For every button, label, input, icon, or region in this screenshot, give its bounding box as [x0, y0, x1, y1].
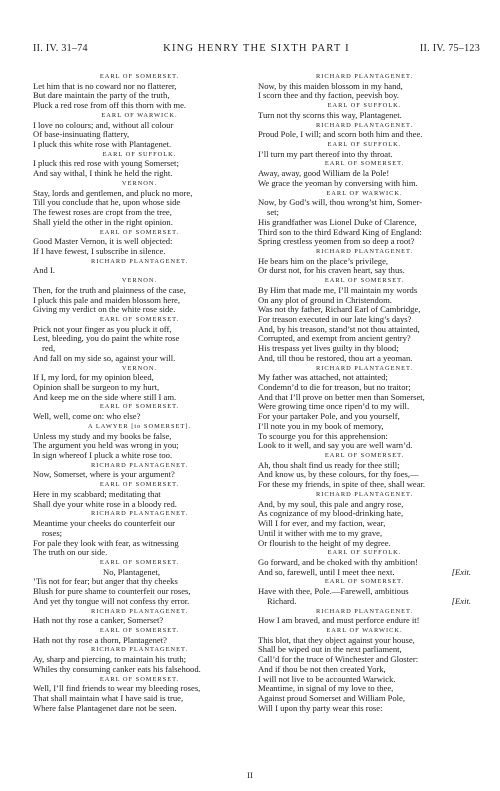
verse-line: Blush for pure shame to counterfeit our roses,	[33, 586, 191, 597]
verse-line: roses;	[42, 527, 63, 538]
verse-line: My father was attached, not attainted;	[258, 372, 388, 383]
stage-direction: [Exit.	[451, 566, 471, 577]
speaker-name: RICHARD PLANTAGENET.	[315, 607, 414, 615]
speaker-name: EARL OF SOMERSET.	[99, 675, 180, 683]
speaker-name: RICHARD PLANTAGENET.	[315, 490, 414, 498]
verse-line-with-stage-direction	[258, 597, 471, 607]
verse-line: And that I’ll prove on better men than Somerset,	[258, 391, 425, 402]
verse-line: How I am braved, and must perforce endure it!	[258, 615, 420, 626]
stage-direction: [Exit.	[451, 595, 471, 606]
verse-line: Shall dye your white rose in a bloody red.	[33, 498, 177, 509]
page-number: II	[247, 770, 253, 780]
verse-line: I’ll turn my part thereof into thy throat.	[258, 148, 393, 159]
verse-line: Giving my verdict on the white rose side.	[33, 304, 176, 315]
verse-line: Look to it well, and say you are well warn’d.	[258, 440, 413, 451]
verse-line: Were growing time once ripen’d to my will.	[258, 401, 410, 412]
verse-line: Ah, thou shalt find us ready for thee still;	[258, 459, 400, 470]
right-text-column	[258, 72, 471, 713]
verse-line: Here in my scabbard; meditating that	[33, 488, 161, 499]
verse-line: Well, I’ll find friends to wear my bleeding roses,	[33, 683, 201, 694]
verse-line: I scorn thee and thy faction, peevish boy.	[258, 90, 399, 101]
verse-line: And yet thy tongue will not confess thy error.	[33, 595, 190, 606]
verse-line: Whiles thy consuming canker eats his falsehood.	[33, 663, 201, 674]
verse-line: We grace the yeoman by conversing with him.	[258, 177, 418, 188]
verse-line: Third son to the third Edward King of England:	[258, 226, 422, 237]
verse-line: Ay, sharp and piercing, to maintain his truth;	[33, 654, 187, 665]
verse-line: Spring crestless yeomen from so deep a root?	[258, 236, 415, 247]
speaker-name: EARL OF SOMERSET.	[99, 626, 180, 634]
verse-line: And say withal, I think he held the right.	[33, 168, 173, 179]
verse-text: And so, farewell, until I meet thee next.	[258, 566, 395, 577]
verse-line: The argument you held was wrong in you;	[33, 440, 179, 451]
verse-line: Call’d for the truce of Winchester and Gloster:	[258, 654, 419, 665]
verse-line: Condemn’d to die for treason, but no traitor;	[258, 382, 411, 392]
verse-line: In sign whereof I pluck a white rose too.	[33, 450, 173, 461]
speaker-name: EARL OF SOMERSET.	[99, 228, 180, 236]
verse-line: He bears him on the place’s privilege,	[258, 255, 389, 266]
verse-line: For your partaker Pole, and you yourself,	[258, 411, 400, 422]
verse-line: Well, well, come on: who else?	[33, 411, 141, 422]
verse-line: Against proud Somerset and William Pole,	[258, 693, 406, 703]
verse-line: And fall on my side so, against your will.	[33, 352, 176, 363]
verse-line: red,	[42, 343, 56, 354]
verse-line: Now, by God’s will, thou wrong’st him, Somer-	[258, 197, 422, 208]
speaker-name: EARL OF SUFFOLK.	[327, 141, 402, 149]
verse-line: I love no colours; and, without all colour	[33, 119, 174, 130]
verse-line: For pale they look with fear, as witnessing	[33, 537, 179, 548]
verse-line: Good Master Vernon, it is well objected:	[33, 236, 173, 247]
speaker-name: RICHARD PLANTAGENET.	[315, 73, 414, 80]
verse-line: But dare maintain the party of the truth,	[33, 90, 170, 101]
verse-line: By Him that made me, I’ll maintain my words	[258, 284, 418, 295]
speaker-name: EARL OF SOMERSET.	[324, 160, 405, 168]
speaker-name: RICHARD PLANTAGENET.	[315, 364, 414, 372]
left-text-column	[33, 72, 246, 713]
speaker-name: EARL OF SOMERSET.	[99, 481, 180, 489]
verse-line: Meantime your cheeks do counterfeit our	[33, 518, 175, 529]
speaker-name: EARL OF WARWICK.	[101, 111, 178, 119]
verse-text: Richard.	[267, 595, 297, 606]
verse-line: That shall maintain what I have said is true,	[33, 693, 184, 703]
verse-line: Now, by this maiden blossom in my hand,	[258, 80, 403, 91]
verse-line: On any plot of ground in Christendom.	[258, 294, 392, 305]
verse-line: Will I upon thy party wear this rose:	[258, 702, 383, 713]
verse-line: Proud Pole, I will; and scorn both him and thee.	[258, 129, 423, 140]
verse-line: For treason executed in our late king’s days?	[258, 313, 412, 324]
verse-line: Stay, lords and gentlemen, and pluck no more,	[33, 187, 193, 198]
speaker-name: RICHARD PLANTAGENET.	[90, 646, 189, 654]
speaker-name: EARL OF SUFFOLK.	[327, 549, 402, 557]
verse-line: As cognizance of my blood-drinking hate,	[258, 508, 404, 519]
verse-line: And if thou be not then created York,	[258, 663, 386, 674]
verse-line: Corrupted, and exempt from ancient gentry?	[258, 333, 411, 344]
verse-line: And, by his treason, stand’st not thou attainted,	[258, 323, 420, 334]
verse-line: Shall yield the other in the right opinion.	[33, 216, 173, 227]
verse-line: Opinion shall be surgeon to my hurt,	[33, 382, 160, 392]
verse-line: Lest, bleeding, you do paint the white rose	[33, 333, 180, 344]
verse-line: Pluck a red rose from off this thorn with me.	[33, 100, 187, 111]
speaker-name: EARL OF WARWICK.	[326, 189, 403, 197]
header-left-line-ref: II. IV. 31–74	[33, 43, 88, 54]
running-header	[33, 43, 480, 57]
verse-line: Hath not thy rose a canker, Somerset?	[33, 615, 164, 626]
verse-line: Hath not thy rose a thorn, Plantagenet?	[33, 634, 167, 645]
verse-line: Meantime, in signal of my love to thee,	[258, 683, 394, 694]
header-right-line-ref: II. IV. 75–123	[419, 43, 480, 54]
verse-line: His grandfather was Lionel Duke of Clarence,	[258, 216, 417, 227]
verse-line: I pluck this white rose with Plantagenet.	[33, 139, 172, 150]
verse-line: Prick not your finger as you pluck it off,	[33, 323, 172, 334]
verse-line: Have with thee, Pole.—Farewell, ambitious	[258, 586, 409, 597]
verse-line: Or flourish to the height of my degree.	[258, 537, 391, 548]
verse-line: And keep me on the side where still I am.	[33, 391, 177, 402]
speaker-name: RICHARD PLANTAGENET.	[90, 607, 189, 615]
verse-line: Now, Somerset, where is your argument?	[33, 469, 175, 480]
speaker-name: EARL OF SOMERSET.	[324, 578, 405, 586]
verse-line: To scourge you for this apprehension:	[258, 430, 388, 441]
verse-line: I pluck this pale and maiden blossom here,	[33, 294, 181, 305]
speaker-name: EARL OF SUFFOLK.	[327, 102, 402, 110]
verse-line: Or durst not, for his craven heart, say thus.	[258, 265, 405, 276]
verse-line: Shall be wiped out in the next parliament,	[258, 644, 402, 655]
speaker-name: EARL OF SUFFOLK.	[102, 150, 177, 158]
speaker-name: RICHARD PLANTAGENET.	[90, 257, 189, 265]
verse-line: Will I for ever, and my faction, wear,	[258, 518, 386, 529]
verse-line: And know us, by these colours, for thy foes,—	[258, 469, 419, 480]
verse-line: The fewest roses are cropt from the tree,	[33, 207, 172, 218]
speaker-name: RICHARD PLANTAGENET.	[90, 510, 189, 518]
verse-line: His trespass yet lives guilty in thy blood;	[258, 343, 399, 354]
verse-line: Of base-insinuating flattery,	[33, 129, 130, 140]
verse-line: Unless my study and my books be false,	[33, 430, 172, 441]
verse-line: Go forward, and be choked with thy ambition!	[258, 556, 418, 567]
verse-line: And, till thou be restored, thou art a yeoman.	[258, 352, 413, 363]
verse-line-with-stage-direction	[258, 568, 471, 578]
verse-line: This blot, that they object against your house,	[258, 634, 415, 645]
verse-line: Away, away, good William de la Pole!	[258, 168, 390, 179]
speaker-name: VERNON.	[121, 364, 158, 372]
verse-line: set;	[267, 207, 279, 218]
verse-line: If I have fewest, I subscribe in silence.	[33, 245, 166, 256]
speaker-name: EARL OF SOMERSET.	[99, 403, 180, 411]
speaker-name: EARL OF SOMERSET.	[99, 558, 180, 566]
verse-line: Let him that is no coward nor no flatterer,	[33, 80, 177, 91]
speaker-name: RICHARD PLANTAGENET.	[315, 247, 414, 255]
speaker-name: VERNON.	[121, 277, 158, 285]
verse-line: Then, for the truth and plainness of the case,	[33, 284, 186, 295]
verse-line: Till you conclude that he, upon whose side	[33, 197, 181, 208]
verse-line: I’ll note you in my book of memory,	[258, 420, 384, 431]
speaker-name: EARL OF SOMERSET.	[324, 452, 405, 460]
verse-line: The truth on our side.	[33, 547, 108, 558]
verse-line: Was not thy father, Richard Earl of Cambridge,	[258, 304, 421, 315]
speaker-name: EARL OF WARWICK.	[326, 626, 403, 634]
verse-line: Until it wither with me to my grave,	[258, 527, 383, 538]
speaker-name: RICHARD PLANTAGENET.	[315, 121, 414, 129]
verse-line: Turn not thy scorns this way, Plantagenet.	[258, 109, 402, 120]
header-title: KING HENRY THE SIXTH PART I	[163, 43, 350, 54]
verse-line: ’Tis not for fear; but anger that thy cheeks	[33, 576, 178, 587]
speaker-name: EARL OF SOMERSET.	[99, 73, 180, 80]
verse-line: And I.	[33, 265, 55, 276]
verse-line: For these my friends, in spite of thee, shall wear.	[258, 479, 426, 490]
verse-line: I will not live to be accounted Warwick.	[258, 673, 396, 684]
verse-line: No, Plantagenet,	[103, 566, 161, 577]
verse-line: And, by my soul, this pale and angry rose,	[258, 498, 404, 509]
speaker-name: RICHARD PLANTAGENET.	[90, 461, 189, 469]
speaker-name: EARL OF SOMERSET.	[324, 277, 405, 285]
speaker-name: EARL OF SOMERSET.	[99, 315, 180, 323]
verse-line: I pluck this red rose with young Somerset;	[33, 158, 179, 169]
speaker-name: VERNON.	[121, 179, 158, 187]
speaker-name: A LAWYER [to SOMERSET].	[87, 422, 192, 430]
verse-line: Where false Plantagenet dare not be seen.	[33, 702, 177, 713]
verse-line: If I, my lord, for my opinion bleed,	[33, 372, 154, 383]
